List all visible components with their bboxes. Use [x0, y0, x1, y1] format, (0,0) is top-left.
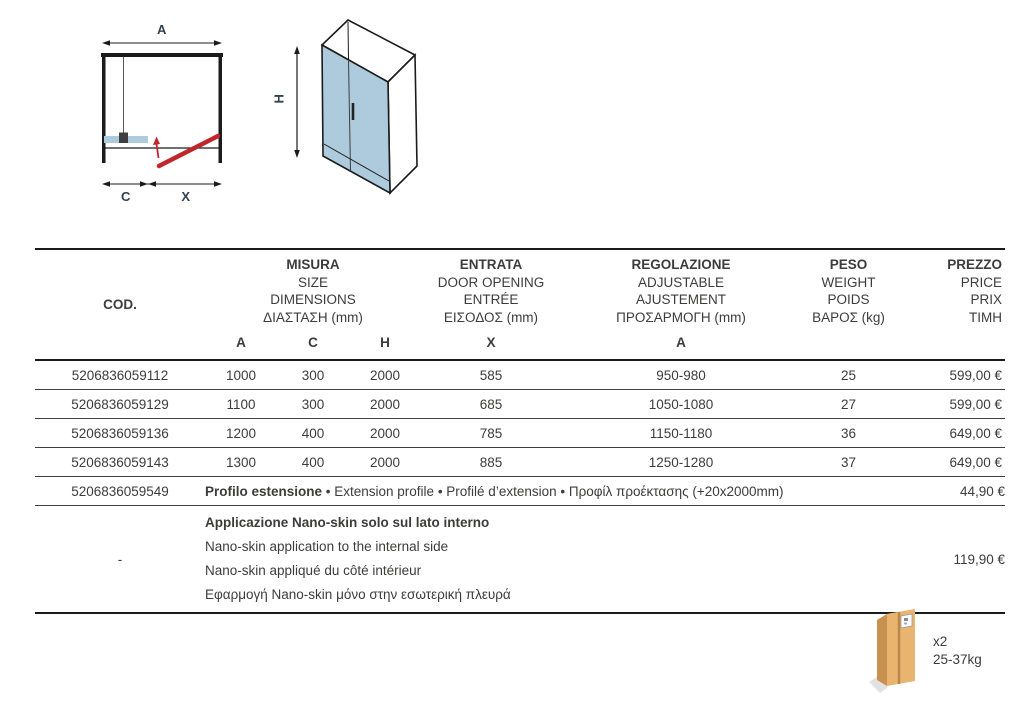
- col-header-regolazione: [561, 249, 801, 326]
- cell-cod: 5206836059136: [35, 419, 205, 448]
- cell-prezzo: 599,00 €: [896, 390, 1005, 419]
- package-weight-range: 25-37kg: [933, 652, 982, 667]
- nanoskin-description: [205, 506, 896, 614]
- header-line: ENTRATA: [459, 257, 523, 272]
- header-line: ADJUSTABLE: [637, 274, 725, 290]
- cell-c: 400: [277, 419, 349, 448]
- header-line: PREZZO: [947, 257, 1002, 272]
- cell-prezzo: 599,00 €: [896, 360, 1005, 390]
- col-header-entrata: [421, 249, 561, 326]
- cell-h: 2000: [349, 448, 421, 477]
- header-line: DOOR OPENING: [437, 274, 545, 290]
- col-header-peso: [801, 249, 896, 360]
- cell-c: 300: [277, 360, 349, 390]
- dim-label-x: X: [181, 189, 191, 204]
- cell-x: 585: [421, 360, 561, 390]
- cell-cod: 5206836059143: [35, 448, 205, 477]
- header-line: ΔΙΑΣΤΑΣΗ (mm): [263, 309, 363, 325]
- package-quantity: x2: [933, 634, 948, 649]
- header-line: PESO: [829, 257, 868, 272]
- cell-a: 1000: [205, 360, 277, 390]
- cell-h: 2000: [349, 360, 421, 390]
- cell-a: 1300: [205, 448, 277, 477]
- subheader-reg-a: A: [676, 335, 686, 350]
- extension-description: [205, 477, 896, 506]
- dim-label-a: A: [157, 22, 167, 37]
- cell-h: 2000: [349, 419, 421, 448]
- cell-reg: 1250-1280: [561, 448, 801, 477]
- header-line: POIDS: [827, 292, 870, 307]
- col-header-misura: [205, 249, 421, 326]
- table-header-row: [35, 249, 1005, 326]
- cell-prezzo: 44,90 €: [896, 477, 1005, 506]
- plan-view-diagram: [92, 22, 232, 207]
- cell-a: 1100: [205, 390, 277, 419]
- nanoskin-line-it: Applicazione Nano-skin solo sul lato interno: [205, 515, 490, 530]
- cell-prezzo: 119,90 €: [896, 506, 1005, 614]
- subheader-h: H: [380, 335, 390, 350]
- cell-x: 785: [421, 419, 561, 448]
- subheader-c: C: [308, 335, 318, 350]
- extension-description-rest: • Extension profile • Profilé d’extension • Προφίλ προέκτασης (+20x2000mm): [322, 483, 784, 499]
- cell-h: 2000: [349, 390, 421, 419]
- extension-description-bold: Profilo estensione: [205, 483, 323, 499]
- nanoskin-row: [35, 506, 1005, 614]
- header-line: DIMENSIONS: [270, 292, 356, 307]
- header-line: ΠΡΟΣΑΡΜΟΓΗ (mm): [616, 309, 746, 325]
- header-line: ΤΙΜΗ: [969, 309, 1002, 325]
- table-row: [35, 448, 1005, 477]
- table-row: [35, 360, 1005, 390]
- door-swing-line: [159, 136, 218, 166]
- cell-peso: 36: [801, 419, 896, 448]
- header-line: PRICE: [960, 274, 1002, 290]
- header-line: ΕΙΣΟΔΟΣ (mm): [443, 309, 539, 325]
- cell-reg: 950-980: [561, 360, 801, 390]
- cell-cod: 5206836059112: [35, 360, 205, 390]
- header-line: ENTRÉE: [463, 292, 519, 307]
- nanoskin-line-fr: Nano-skin appliqué du côté intérieur: [205, 563, 422, 578]
- header-line: SIZE: [297, 274, 328, 290]
- col-header-cod: COD.: [35, 249, 205, 360]
- cell-peso: 37: [801, 448, 896, 477]
- header-line: ΒΑΡΟΣ (kg): [812, 309, 885, 325]
- cell-prezzo: 649,00 €: [896, 419, 1005, 448]
- cell-x: 685: [421, 390, 561, 419]
- cell-cod: 5206836059129: [35, 390, 205, 419]
- plan-view-drawing: [92, 22, 232, 207]
- cell-reg: 1150-1180: [561, 419, 801, 448]
- header-line: AJUSTEMENT: [635, 292, 726, 307]
- cell-c: 300: [277, 390, 349, 419]
- package-icon: [868, 606, 933, 694]
- header-line: MISURA: [286, 257, 340, 272]
- cell-x: 885: [421, 448, 561, 477]
- table-row: [35, 390, 1005, 419]
- dim-label-c: C: [121, 189, 131, 204]
- cell-c: 400: [277, 448, 349, 477]
- table-row: [35, 419, 1005, 448]
- header-line: PRIX: [970, 292, 1002, 307]
- col-header-prezzo: [896, 249, 1005, 360]
- enclosure-3d-diagram: [272, 3, 447, 198]
- nanoskin-line-el: Εφαρμογή Nano-skin μόνο στην εσωτερική πλευρά: [205, 587, 511, 602]
- cell-prezzo: 649,00 €: [896, 448, 1005, 477]
- cell-cod: 5206836059549: [35, 477, 205, 506]
- nanoskin-line-en: Nano-skin application to the internal side: [205, 539, 449, 554]
- cell-a: 1200: [205, 419, 277, 448]
- subheader-a: A: [236, 335, 246, 350]
- spec-table: [35, 248, 1005, 614]
- subheader-x: X: [486, 335, 496, 350]
- header-line: REGOLAZIONE: [631, 257, 731, 272]
- cell-peso: 27: [801, 390, 896, 419]
- cell-peso: 25: [801, 360, 896, 390]
- cell-cod: -: [35, 506, 205, 614]
- enclosure-3d-drawing: [272, 3, 447, 198]
- dim-label-h: H: [271, 93, 287, 104]
- header-line: WEIGHT: [821, 274, 876, 290]
- packaging-info: [868, 606, 1018, 701]
- extension-profile-row: [35, 477, 1005, 506]
- cell-reg: 1050-1080: [561, 390, 801, 419]
